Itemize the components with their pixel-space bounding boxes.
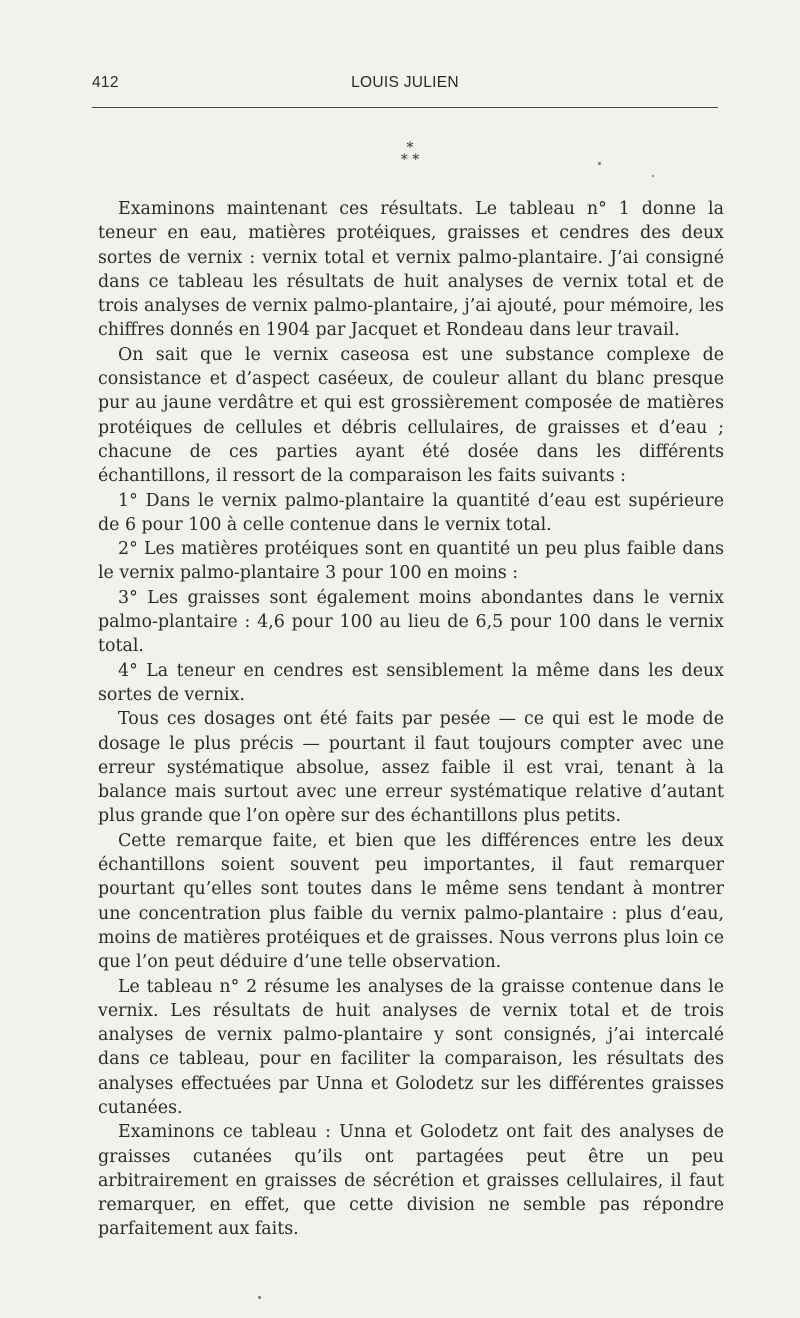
paragraph: Cette remarque faite, et bien que les différences entre les deux échantillons soient souvent peu importantes, il faut remarquer pourtant qu’elles sont toutes dans le même sens tendant à montrer une concentration plus faible du vernix palmo-plantaire : plus d’eau, moins de matières protéiques et de graisses. Nous verrons plus loin ce que l’on peut déduire d’une telle observation. [98,830,724,973]
paragraph: Examinons ce tableau : Unna et Golodetz ont fait des analyses de graisses cutanées qu’ils ont partagées peut être un peu arbitrairement en graisses de sécrétion et graisses cellulaires, il faut remarquer, en effet, que cette division ne semble pas répondre parfaitement aux faits. [98,1122,724,1240]
asterism-top: * [406,140,414,156]
print-speck [652,175,654,177]
print-speck [598,162,601,165]
paragraph: 2° Les matières protéiques sont en quantité un peu plus faible dans le vernix palmo-plantaire 3 pour 100 en moins : [98,539,724,584]
paragraph: 3° Les graisses sont également moins abondantes dans le vernix palmo-plantaire : 4,6 pour 100 au lieu de 6,5 pour 100 dans le vernix total. [98,587,724,657]
paragraph: Tous ces dosages ont été faits par pesée — ce qui est le mode de dosage le plus précis — pourtant il faut toujours compter avec une erreur systématique absolue, assez faible il est vrai, tenant à la balance mais surtout avec une erreur systématique relative d’autant plus grande que l’on opère sur des échantillons plus petits. [98,709,724,827]
paragraph: 1° Dans le vernix palmo-plantaire la quantité d’eau est supérieure de 6 pour 100 à celle contenue dans le vernix total. [98,490,724,535]
asterism [360,142,460,166]
asterism-bottom: * * [400,152,420,168]
paragraph: Le tableau n° 2 résume les analyses de la graisse contenue dans le vernix. Les résultats de huit analyses de vernix total et de trois analyses de vernix palmo-plantaire y sont consignés, j’ai intercalé dans ce tableau, pour en faciliter la comparaison, les résultats des analyses effectuées par Unna et Golodetz sur les différentes graisses cutanées. [98,976,724,1118]
page-header [92,74,718,96]
paragraph: On sait que le vernix caseosa est une substance complexe de consistance et d’aspect caséeux, de couleur allant du blanc presque pur au jaune verdâtre et qui est grossièrement composée de matières protéiques de cellules et débris cellulaires, de graisses et d’eau ; chacune de ces parties ayant été dosée dans les différents échantillons, il ressort de la comparaison les faits suivants : [98,344,724,487]
running-head: LOUIS JULIEN [351,74,459,91]
paragraph: Examinons maintenant ces résultats. Le tableau n° 1 donne la teneur en eau, matières protéiques, graisses et cendres des deux sortes de vernix : vernix total et vernix palmo-plantaire. J’ai consigné dans ce tableau les résultats de huit analyses de vernix total et de trois analyses de vernix palmo-plantaire, j’ai ajouté, pour mémoire, les chiffres donnés en 1904 par Jacquet et Rondeau dans leur travail. [98,199,724,341]
page-number: 412 [92,74,119,91]
body-text [98,197,724,1242]
print-speck [258,1296,261,1299]
paragraph: 4° La teneur en cendres est sensiblement la même dans les deux sortes de vernix. [98,660,724,705]
header-rule [92,107,718,108]
